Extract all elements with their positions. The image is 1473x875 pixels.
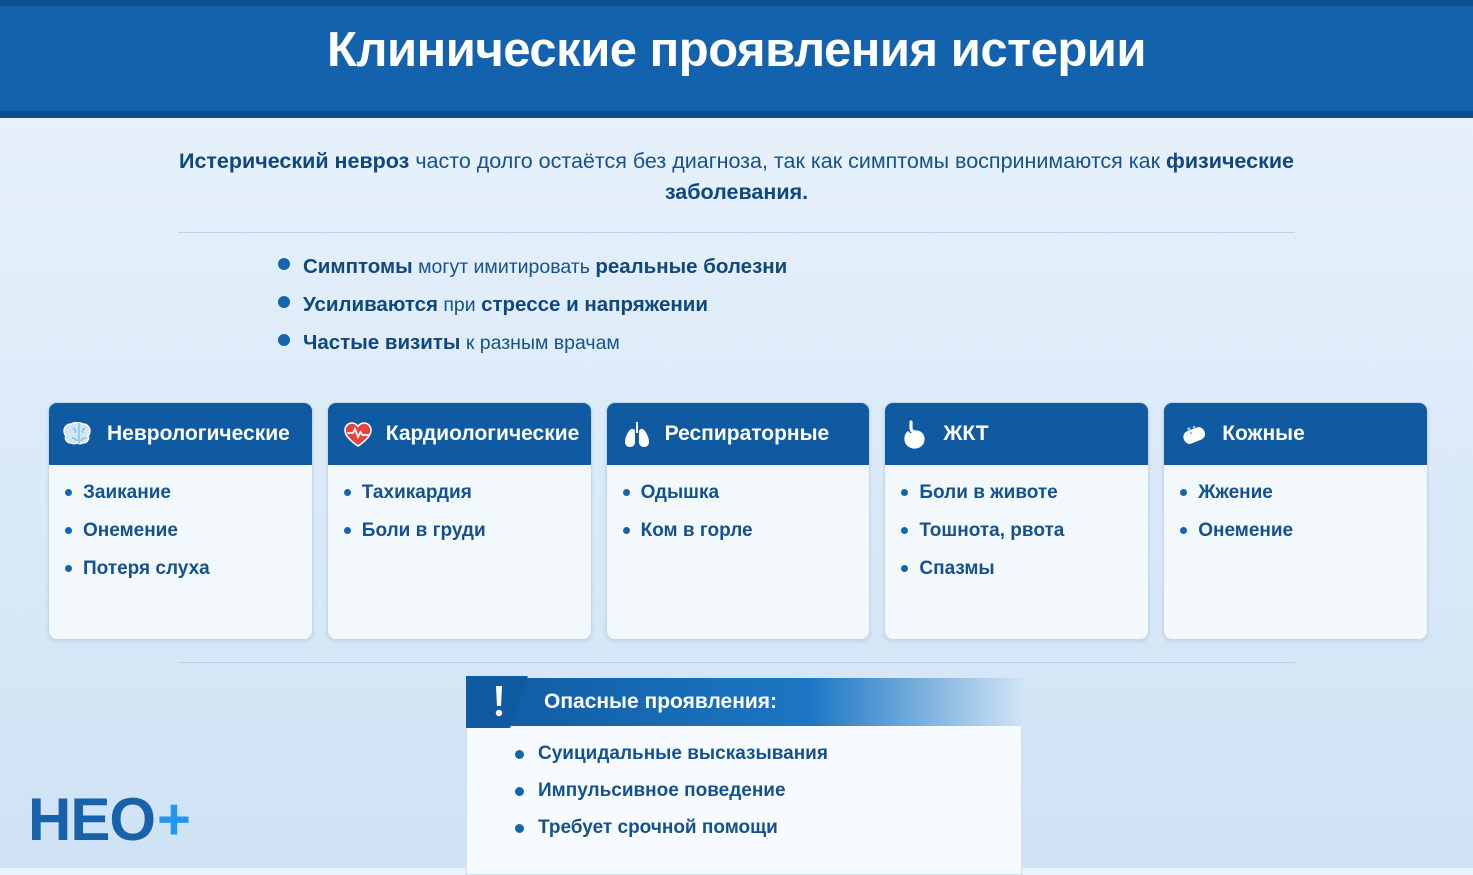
- keypoint-rest: при: [437, 294, 482, 316]
- bullet-dot-icon: [65, 527, 72, 534]
- symptom-category-cards: [48, 402, 1428, 640]
- skin-patch-icon: [1176, 418, 1212, 450]
- bullet-dot-icon: [65, 565, 72, 572]
- list-item: [515, 817, 1001, 839]
- keypoint-strong2: реальные болезни: [595, 255, 788, 278]
- danger-title: Опасные проявления:: [544, 690, 778, 713]
- keypoint-strong: Частые визиты: [303, 331, 461, 354]
- list-item: [344, 519, 577, 543]
- bullet-dot-icon: [623, 527, 630, 534]
- bullet-dot-icon: [278, 296, 290, 308]
- list-item: [278, 255, 787, 279]
- danger-box: [466, 678, 1022, 875]
- bullet-dot-icon: [344, 489, 351, 496]
- card-item-label: Заикание: [83, 482, 171, 503]
- bullet-dot-icon: [901, 565, 908, 572]
- card-item-label: Ком в горле: [640, 520, 753, 541]
- keypoint-strong: Усиливаются: [303, 293, 438, 316]
- intro-paragraph: [150, 146, 1323, 208]
- bullet-dot-icon: [901, 527, 908, 534]
- card-body: [1164, 465, 1427, 571]
- bullet-dot-icon: [278, 258, 290, 270]
- lungs-icon: [619, 418, 655, 450]
- card-item-label: Тахикардия: [361, 482, 472, 503]
- intro-lead: Истерический невроз: [178, 149, 410, 173]
- list-item: [623, 481, 856, 505]
- bullet-dot-icon: [1180, 527, 1187, 534]
- card-title: Респираторные: [664, 422, 830, 445]
- card-item-label: Тошнота, рвота: [919, 520, 1065, 541]
- list-item: [1180, 519, 1413, 543]
- brain-icon: [61, 418, 97, 450]
- card-item-label: Потеря слуха: [83, 558, 210, 579]
- bullet-dot-icon: [901, 489, 908, 496]
- intro-middle: часто долго остаётся без диагноза, так как симптомы воспринимаются как: [409, 149, 1167, 173]
- card-header: [607, 403, 870, 465]
- list-item: [344, 481, 577, 505]
- card-body: [607, 465, 870, 571]
- card-skin: [1163, 402, 1428, 640]
- card-body: [885, 465, 1148, 609]
- danger-header: [466, 678, 1022, 726]
- list-item: [65, 481, 298, 505]
- warning-exclamation-icon: [466, 676, 538, 728]
- list-item: [278, 331, 787, 355]
- stomach-icon: [897, 418, 933, 450]
- divider-bottom: [178, 662, 1295, 663]
- logo-text: HEO: [28, 786, 156, 853]
- bullet-dot-icon: [1180, 489, 1187, 496]
- card-header: [49, 403, 312, 465]
- divider-top: [178, 232, 1295, 233]
- card-item-label: Спазмы: [919, 558, 995, 579]
- card-header: [1164, 403, 1427, 465]
- bullet-dot-icon: [65, 489, 72, 496]
- list-item: [515, 780, 1001, 802]
- card-header: [885, 403, 1148, 465]
- bullet-dot-icon: [515, 750, 524, 759]
- list-item: [65, 519, 298, 543]
- card-neurological: [48, 402, 313, 640]
- card-gastrointestinal: [884, 402, 1149, 640]
- list-item: [65, 557, 298, 581]
- card-cardiological: [327, 402, 592, 640]
- card-header: [328, 403, 591, 465]
- card-body: [49, 465, 312, 609]
- card-body: [328, 465, 591, 571]
- card-title: Неврологические: [107, 422, 290, 445]
- keypoints-list: [278, 255, 787, 369]
- list-item: [901, 519, 1134, 543]
- list-item: [1180, 481, 1413, 505]
- danger-item-label: Требует срочной помощи: [538, 817, 778, 838]
- list-item: [515, 743, 1001, 765]
- danger-item-label: Суицидальные высказывания: [538, 743, 828, 764]
- card-item-label: Боли в животе: [919, 482, 1058, 503]
- bullet-dot-icon: [278, 334, 290, 346]
- page-title: Клинические проявления истерии: [326, 23, 1147, 77]
- intro-emphasis: физические заболевания.: [664, 149, 1294, 204]
- list-item: [278, 293, 787, 317]
- card-item-label: Боли в груди: [361, 520, 486, 541]
- card-item-label: Жжение: [1198, 482, 1273, 503]
- brand-logo: [28, 786, 191, 853]
- bullet-dot-icon: [344, 527, 351, 534]
- card-title: ЖКТ: [943, 422, 989, 445]
- logo-plus-icon: +: [157, 787, 191, 852]
- card-item-label: Онемение: [1198, 520, 1294, 541]
- card-respiratory: [606, 402, 871, 640]
- list-item: [901, 481, 1134, 505]
- list-item: [901, 557, 1134, 581]
- card-item-label: Онемение: [83, 520, 178, 541]
- heart-pulse-icon: [340, 418, 376, 450]
- bullet-dot-icon: [515, 787, 524, 796]
- bullet-dot-icon: [623, 489, 630, 496]
- card-title: Кардиологические: [385, 422, 580, 445]
- keypoint-rest: к разным врачам: [460, 332, 620, 354]
- keypoint-strong2: стрессе и напряжении: [481, 293, 709, 316]
- danger-item-label: Импульсивное поведение: [538, 780, 786, 801]
- bullet-dot-icon: [515, 824, 524, 833]
- card-item-label: Одышка: [640, 482, 720, 503]
- card-title: Кожные: [1222, 422, 1305, 445]
- keypoint-strong: Симптомы: [303, 255, 413, 278]
- list-item: [623, 519, 856, 543]
- danger-body: [466, 726, 1022, 875]
- keypoint-rest: могут имитировать: [412, 256, 596, 278]
